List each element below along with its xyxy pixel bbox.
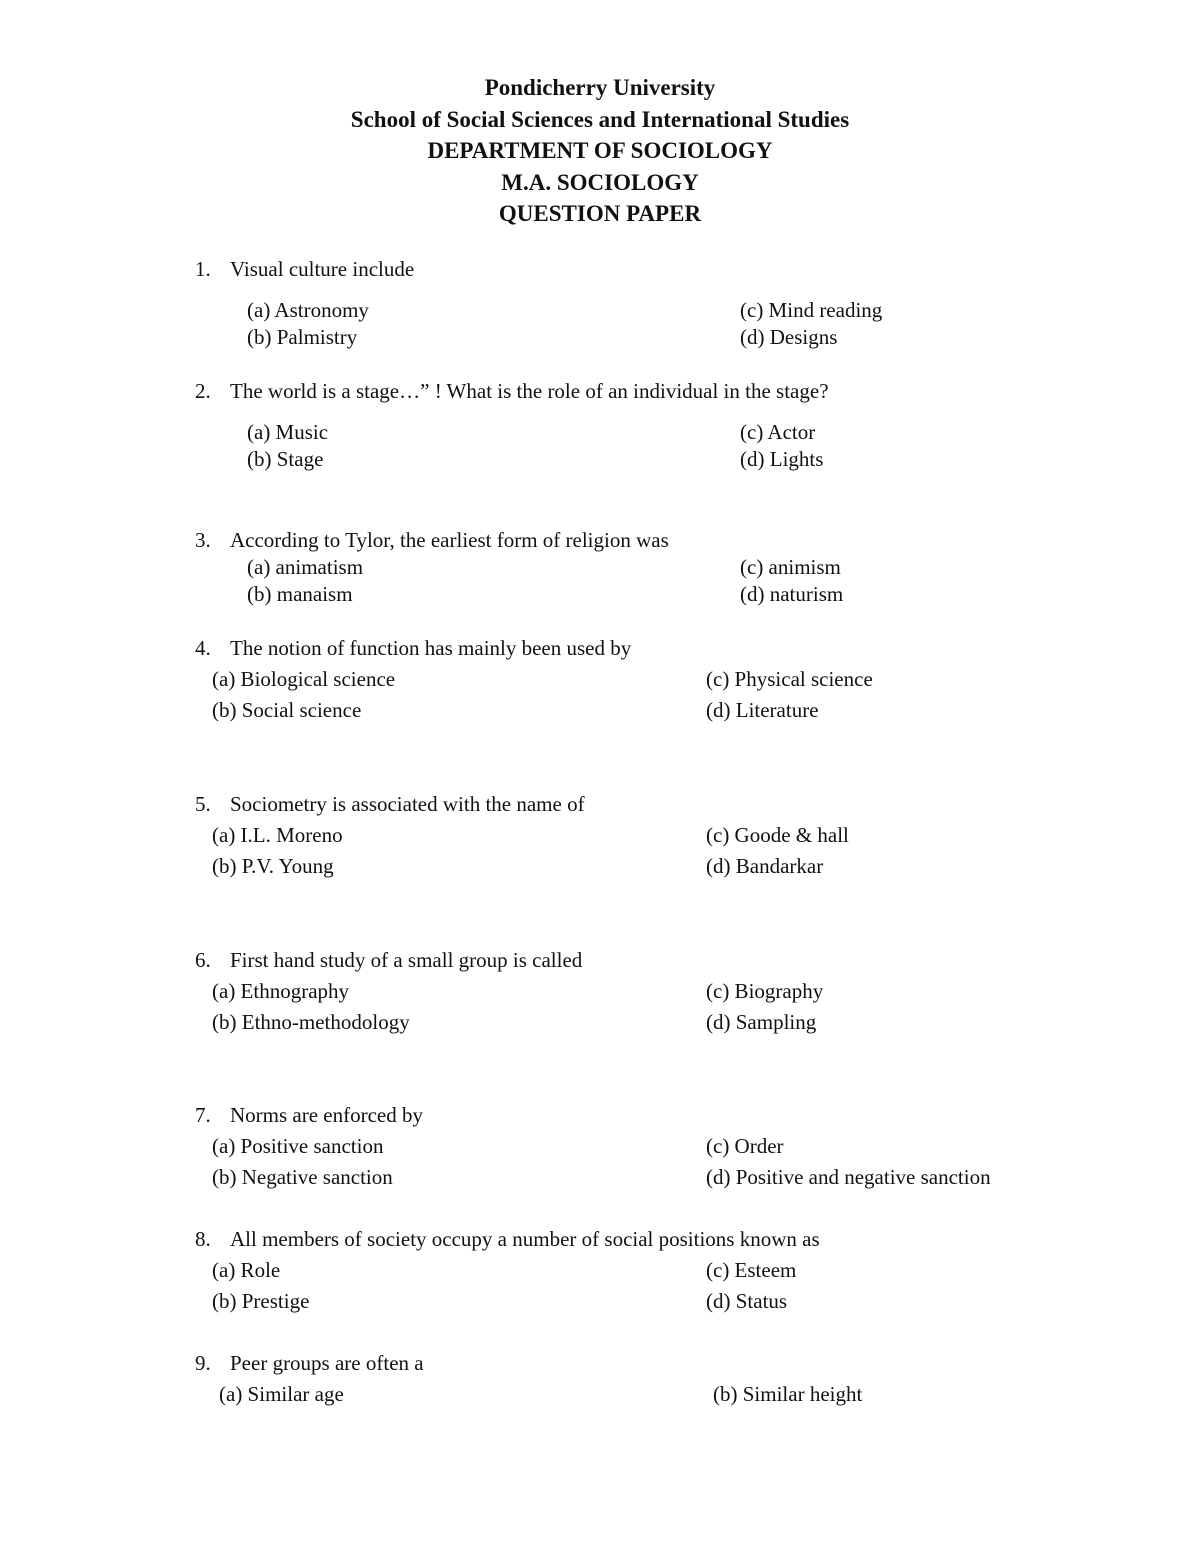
option-d: (d) Lights (740, 447, 824, 471)
option-b: (b) Prestige (212, 1289, 310, 1313)
option-c: (c) Goode & hall (706, 823, 849, 847)
option-a: (a) Role (212, 1258, 281, 1282)
option-d: (d) naturism (740, 582, 844, 606)
option-c: (c) Mind reading (740, 298, 883, 322)
question-text: Peer groups are often a (230, 1351, 424, 1375)
question-number: 8. (195, 1227, 211, 1251)
option-b: (b) Ethno-methodology (212, 1010, 410, 1034)
option-c: (c) Order (706, 1134, 784, 1158)
option-d: (d) Status (706, 1289, 788, 1313)
option-c: (c) Esteem (706, 1258, 797, 1282)
document-title: QUESTION PAPER (498, 201, 702, 226)
option-d: (d) Bandarkar (706, 854, 824, 878)
option-b: (b) Similar height (713, 1382, 863, 1406)
university-name: Pondicherry University (484, 75, 716, 100)
question-number: 9. (195, 1351, 211, 1375)
option-c: (c) animism (740, 555, 841, 579)
option-c: (c) Biography (706, 979, 824, 1003)
question-text: All members of society occupy a number of social positions known as (230, 1227, 820, 1251)
question-number: 6. (195, 948, 211, 972)
option-a: (a) Ethnography (212, 979, 350, 1003)
option-b: (b) Stage (247, 447, 324, 471)
question-number: 7. (195, 1103, 211, 1127)
question-text: The notion of function has mainly been used by (230, 636, 632, 660)
question-text: Norms are enforced by (230, 1103, 423, 1127)
document-header (0, 72, 1200, 230)
question-number: 3. (195, 528, 211, 552)
option-a: (a) Positive sanction (212, 1134, 384, 1158)
option-b: (b) Palmistry (247, 325, 358, 349)
question-number: 2. (195, 379, 211, 403)
option-b: (b) Negative sanction (212, 1165, 393, 1189)
question-text: Visual culture include (230, 257, 415, 281)
option-b: (b) Social science (212, 698, 362, 722)
question-text: The world is a stage…” ! What is the role of an individual in the stage? (230, 379, 829, 403)
option-a: (a) Biological science (212, 667, 396, 691)
option-a: (a) animatism (247, 555, 364, 579)
option-b: (b) P.V. Young (212, 854, 334, 878)
option-a: (a) I.L. Moreno (212, 823, 343, 847)
question-number: 1. (195, 257, 211, 281)
option-d: (d) Literature (706, 698, 819, 722)
department-name: DEPARTMENT OF SOCIOLOGY (427, 138, 773, 163)
question-text: According to Tylor, the earliest form of religion was (230, 528, 669, 552)
option-a: (a) Astronomy (247, 298, 369, 322)
option-d: (d) Positive and negative sanction (706, 1165, 991, 1189)
school-name: School of Social Sciences and International Studies (350, 106, 850, 132)
option-c: (c) Physical science (706, 667, 873, 691)
program-name: M.A. SOCIOLOGY (501, 169, 699, 195)
option-b: (b) manaism (247, 582, 353, 606)
option-d: (d) Sampling (706, 1010, 817, 1034)
question-number: 4. (195, 636, 211, 660)
question-number: 5. (195, 792, 211, 816)
option-c: (c) Actor (740, 420, 816, 444)
question-text: Sociometry is associated with the name of (230, 792, 585, 816)
option-a: (a) Similar age (219, 1382, 344, 1406)
option-d: (d) Designs (740, 325, 838, 349)
option-a: (a) Music (247, 420, 329, 444)
question-text: First hand study of a small group is called (230, 948, 583, 972)
